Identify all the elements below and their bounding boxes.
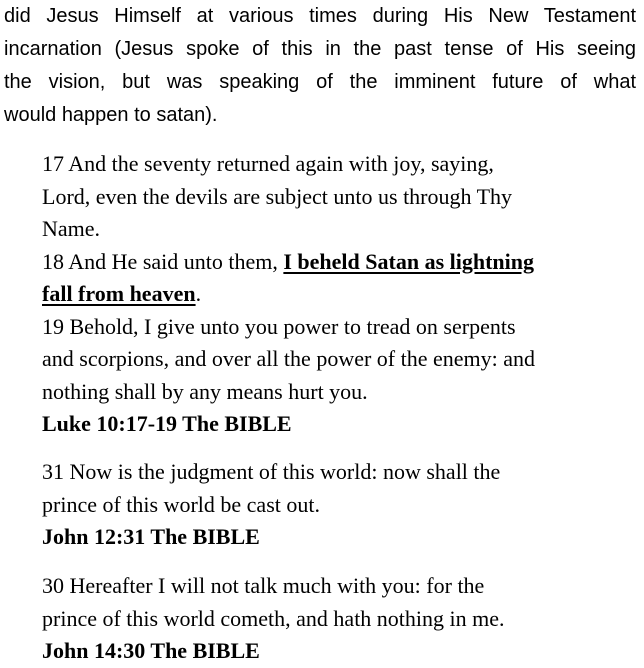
verse-line: prince of this world be cast out. [42, 491, 320, 517]
intro-paragraph [4, 0, 636, 132]
verse-line: 30 Hereafter I will not talk much with you: for the [42, 573, 485, 598]
verse-text: 18 And He said unto them, [42, 248, 284, 274]
intro-line: incarnation (Jesus spoke of this in the past tense of His seeing [4, 38, 636, 60]
verse-line: and scorpions, and over all the power of the enemy: and [42, 346, 536, 371]
verse-text: . [195, 281, 202, 306]
emphasized-quote: fall from heaven [42, 281, 196, 306]
verse-line [42, 278, 637, 311]
scripture-block-john-14 [42, 570, 637, 668]
intro-line: did Jesus Himself at various times during His New Testament [4, 5, 636, 27]
verse-line: Name. [42, 216, 101, 241]
scripture-citation: Luke 10:17-19 The BIBLE [42, 411, 292, 436]
scripture-citation: John 14:30 The BIBLE [42, 638, 260, 663]
intro-line: would happen to satan). [4, 104, 218, 126]
verse-line [42, 246, 637, 279]
verse-line: 19 Behold, I give unto you power to tread on serpents [42, 313, 516, 339]
scripture-block-john-12 [42, 456, 637, 554]
verse-line: nothing shall by any means hurt you. [42, 378, 368, 404]
scripture-citation: John 12:31 The BIBLE [42, 524, 260, 549]
verse-line: Lord, even the devils are subject unto us through Thy [42, 183, 513, 209]
emphasized-quote: I beheld Satan as lightning [283, 248, 535, 274]
intro-line: the vision, but was speaking of the imminent future of what [4, 71, 636, 93]
scripture-block-luke [42, 148, 637, 441]
verse-line: 31 Now is the judgment of this world: now shall the [42, 459, 501, 484]
verse-line: 17 And the seventy returned again with joy, saying, [42, 151, 494, 176]
verse-line: prince of this world cometh, and hath nothing in me. [42, 605, 505, 631]
